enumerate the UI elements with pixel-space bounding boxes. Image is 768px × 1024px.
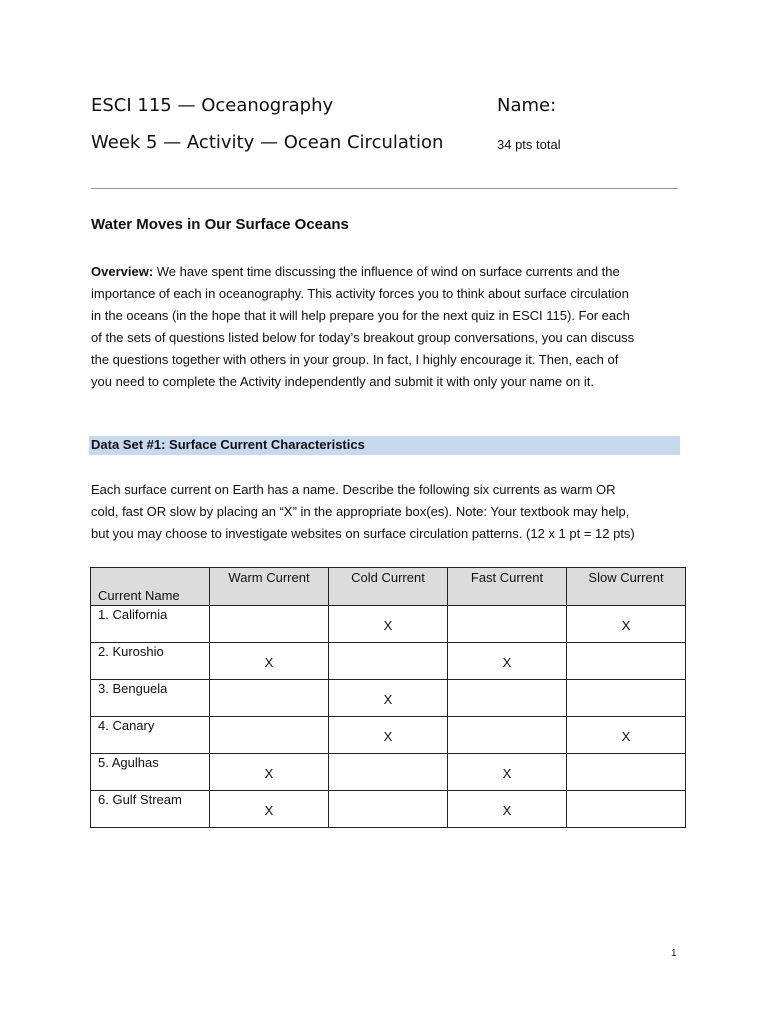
warm-cell[interactable] (210, 680, 329, 717)
cold-cell[interactable] (329, 791, 448, 828)
overview-line: of the sets of questions listed below for today’s breakout group conversations, you can discuss (91, 330, 635, 345)
description-line: but you may choose to investigate websites on surface circulation patterns. (12 x 1 pt = 12 pts) (91, 526, 635, 541)
current-name-cell: 4. Canary (91, 717, 210, 754)
slow-cell[interactable] (567, 754, 686, 791)
table-row (91, 791, 686, 828)
description-line: cold, fast OR slow by placing an “X” in the appropriate box(es). Note: Your textbook may help, (91, 504, 630, 519)
cold-cell[interactable]: X (329, 680, 448, 717)
header-current-name: Current Name (91, 568, 210, 606)
current-name-cell: 1. California (91, 606, 210, 643)
slow-cell[interactable]: X (567, 717, 686, 754)
header-warm-current: Warm Current (210, 568, 329, 606)
course-title: ESCI 115 — Oceanography (91, 95, 334, 116)
cold-cell[interactable]: X (329, 606, 448, 643)
fast-cell[interactable] (448, 717, 567, 754)
overview-line: importance of each in oceanography. This activity forces you to think about surface circulation (91, 286, 629, 301)
overview-line: you need to complete the Activity independently and submit it with only your name on it. (91, 374, 594, 389)
table-row (91, 717, 686, 754)
points-total: 34 pts total (497, 137, 561, 152)
header-fast-current: Fast Current (448, 568, 567, 606)
header-cold-current: Cold Current (329, 568, 448, 606)
name-label: Name: (497, 95, 557, 116)
table-row (91, 643, 686, 680)
overview-line: the questions together with others in your group. In fact, I highly encourage it. Then, each of (91, 352, 619, 367)
section-title: Water Moves in Our Surface Oceans (91, 216, 349, 233)
table-row (91, 606, 686, 643)
warm-cell[interactable] (210, 606, 329, 643)
current-name-cell: 6. Gulf Stream (91, 791, 210, 828)
table-row (91, 680, 686, 717)
cold-cell[interactable] (329, 754, 448, 791)
page-number: 1 (671, 948, 677, 959)
description-line: Each surface current on Earth has a name. Describe the following six currents as warm OR (91, 482, 616, 497)
header-slow-current: Slow Current (567, 568, 686, 606)
fast-cell[interactable]: X (448, 643, 567, 680)
warm-cell[interactable]: X (210, 791, 329, 828)
dataset-heading-bar (89, 436, 680, 455)
overview-paragraph (91, 261, 691, 393)
header-divider (91, 188, 678, 189)
cold-cell[interactable] (329, 643, 448, 680)
warm-cell[interactable]: X (210, 643, 329, 680)
current-name-cell: 5. Agulhas (91, 754, 210, 791)
slow-cell[interactable] (567, 643, 686, 680)
overview-line: in the oceans (in the hope that it will help prepare you for the next quiz in ESCI 115). For each (91, 308, 630, 323)
cold-cell[interactable]: X (329, 717, 448, 754)
current-name-cell: 2. Kuroshio (91, 643, 210, 680)
current-name-cell: 3. Benguela (91, 680, 210, 717)
dataset-description (91, 479, 691, 545)
overview-label: Overview: (91, 264, 154, 279)
fast-cell[interactable] (448, 606, 567, 643)
activity-title: Week 5 — Activity — Ocean Circulation (91, 132, 444, 153)
dataset-title: Data Set #1: Surface Current Characteristics (91, 437, 365, 452)
slow-cell[interactable] (567, 791, 686, 828)
fast-cell[interactable]: X (448, 791, 567, 828)
overview-line: Overview: We have spent time discussing the influence of wind on surface currents and the (91, 264, 620, 279)
fast-cell[interactable]: X (448, 754, 567, 791)
table-header-row (91, 568, 686, 606)
fast-cell[interactable] (448, 680, 567, 717)
currents-table (90, 567, 686, 828)
slow-cell[interactable]: X (567, 606, 686, 643)
slow-cell[interactable] (567, 680, 686, 717)
table-row (91, 754, 686, 791)
warm-cell[interactable]: X (210, 754, 329, 791)
warm-cell[interactable] (210, 717, 329, 754)
